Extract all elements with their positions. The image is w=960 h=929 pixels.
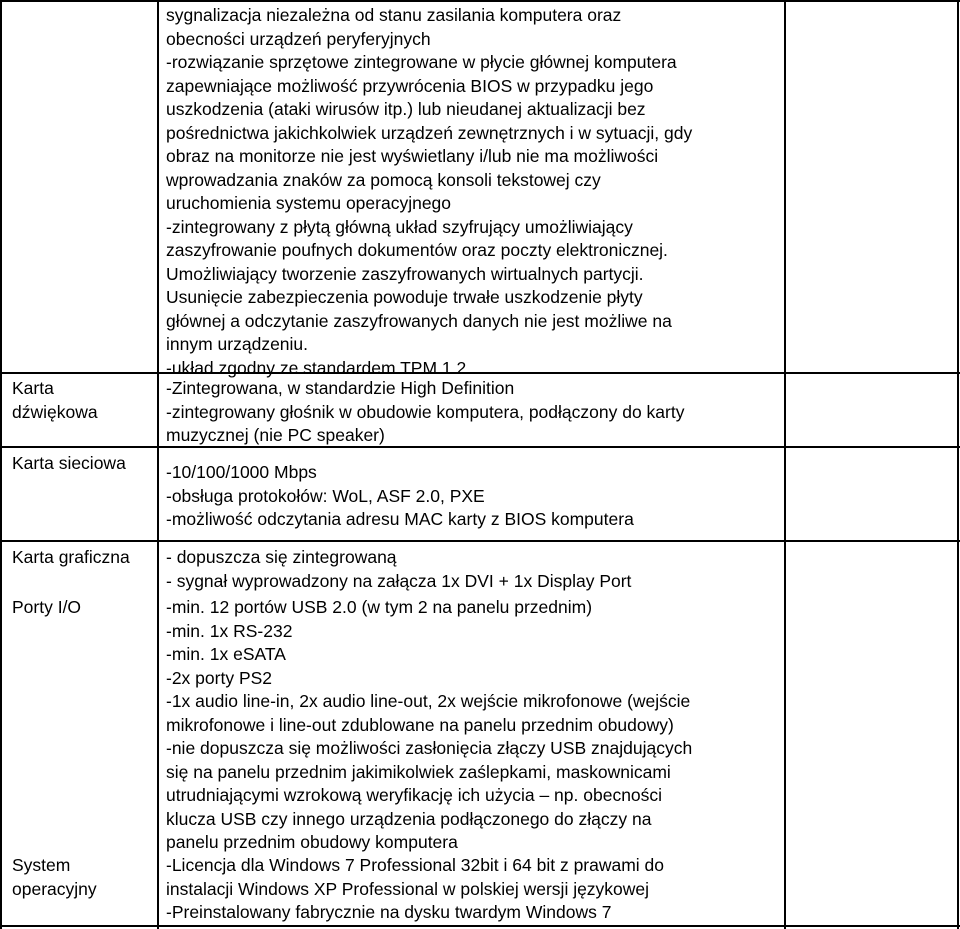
spec-line: głównej a odczytanie zaszyfrowanych danych nie jest możliwe na bbox=[166, 310, 672, 331]
spec-line: -obsługa protokołów: WoL, ASF 2.0, PXE bbox=[166, 485, 485, 506]
spec-line: zapewniające możliwość przywrócenia BIOS w przypadku jego bbox=[166, 75, 654, 96]
spec-line: -zintegrowany głośnik w obudowie komputera, podłączony do karty bbox=[166, 401, 685, 422]
spec-line: - sygnał wyprowadzony na załącza 1x DVI + 1x Display Port bbox=[166, 570, 632, 591]
spec-line: Umożliwiający tworzenie zaszyfrowanych wirtualnych partycji. bbox=[166, 263, 644, 284]
table-border-bottom bbox=[0, 925, 960, 927]
row-label-sound-card bbox=[12, 377, 98, 424]
spec-line: utrudniającymi wzrokową weryfikację ich użycia – np. obecności bbox=[166, 785, 663, 805]
row-label-line: System bbox=[12, 855, 71, 875]
table-row bbox=[166, 854, 664, 925]
spec-line: panelu przednim obudowy komputera bbox=[166, 832, 458, 852]
table-column-divider bbox=[784, 0, 786, 929]
spec-line: -nie dopuszcza się możliwości zasłonięcia złączy USB znajdujących bbox=[166, 738, 693, 758]
table-row bbox=[166, 377, 684, 448]
row-label-graphics-card bbox=[12, 546, 130, 570]
table-row bbox=[166, 596, 692, 855]
table-row bbox=[166, 4, 692, 380]
row-label-line: operacyjny bbox=[12, 878, 97, 899]
spec-line: obecności urządzeń peryferyjnych bbox=[166, 28, 431, 49]
spec-line: -Zintegrowana, w standardzie High Definition bbox=[166, 378, 515, 398]
spec-line: -zintegrowany z płytą główną układ szyfrujący umożliwiający bbox=[166, 216, 633, 237]
row-label-line: Karta sieciowa bbox=[12, 453, 126, 473]
spec-line: -rozwiązanie sprzętowe zintegrowane w płycie głównej komputera bbox=[166, 52, 677, 72]
spec-line: -1x audio line-in, 2x audio line-out, 2x wejście mikrofonowe (wejście bbox=[166, 691, 691, 711]
row-divider bbox=[0, 540, 960, 542]
spec-line: mikrofonowe i line-out zdublowane na panelu przednim obudowy) bbox=[166, 714, 674, 735]
spec-line: uruchomienia systemu operacyjnego bbox=[166, 193, 452, 213]
spec-line: -min. 1x eSATA bbox=[166, 644, 286, 664]
table-row bbox=[166, 546, 631, 593]
table-border-left bbox=[0, 0, 2, 929]
spec-line: klucza USB czy innego urządzenia podłączonego do złączy na bbox=[166, 808, 652, 829]
spec-line: -możliwość odczytania adresu MAC karty z BIOS komputera bbox=[166, 509, 634, 529]
spec-line: się na panelu przednim jakimikolwiek zaślepkami, maskownicami bbox=[166, 761, 671, 782]
spec-line: obraz na monitorze nie jest wyświetlany i/lub nie ma możliwości bbox=[166, 146, 659, 166]
spec-line: zaszyfrowanie poufnych dokumentów oraz poczty elektronicznej. bbox=[166, 240, 668, 260]
spec-line: - dopuszcza się zintegrowaną bbox=[166, 547, 397, 567]
table-border-right bbox=[957, 0, 959, 929]
spec-line: -Preinstalowany fabrycznie na dysku twardym Windows 7 bbox=[166, 902, 612, 922]
spec-line: -Licencja dla Windows 7 Professional 32bit i 64 bit z prawami do bbox=[166, 855, 665, 875]
spec-line: wprowadzania znaków za pomocą konsoli tekstowej czy bbox=[166, 169, 601, 190]
row-label-line: Karta bbox=[12, 378, 54, 398]
spec-line: -min. 12 portów USB 2.0 (w tym 2 na panelu przednim) bbox=[166, 597, 593, 617]
row-label-network-card bbox=[12, 452, 126, 476]
table-column-divider bbox=[157, 0, 159, 929]
spec-line: -10/100/1000 Mbps bbox=[166, 462, 317, 482]
row-label-line: Porty I/O bbox=[12, 597, 82, 617]
spec-line: sygnalizacja niezależna od stanu zasilania komputera oraz bbox=[166, 5, 622, 25]
spec-line: uszkodzenia (ataki wirusów itp.) lub nieudanej aktualizacji bez bbox=[166, 99, 646, 119]
row-label-line: dźwiękowa bbox=[12, 401, 98, 422]
spec-line: innym urządzeniu. bbox=[166, 334, 309, 354]
row-label-operating-system bbox=[12, 854, 97, 901]
spec-line: muzycznej (nie PC speaker) bbox=[166, 425, 385, 445]
table-row bbox=[166, 461, 634, 532]
spec-line: -min. 1x RS-232 bbox=[166, 620, 293, 641]
spec-line: -układ zgodny ze standardem TPM 1.2 bbox=[166, 357, 467, 378]
spec-line: Usunięcie zabezpieczenia powoduje trwałe uszkodzenie płyty bbox=[166, 287, 643, 307]
spec-line: pośrednictwa jakichkolwiek urządzeń zewnętrznych i w sytuacji, gdy bbox=[166, 122, 693, 143]
row-label-io-ports bbox=[12, 596, 81, 620]
spec-line: -2x porty PS2 bbox=[166, 667, 273, 688]
row-label-line: Karta graficzna bbox=[12, 547, 130, 567]
spec-line: instalacji Windows XP Professional w polskiej wersji językowej bbox=[166, 878, 650, 899]
table-border-top bbox=[0, 0, 960, 2]
